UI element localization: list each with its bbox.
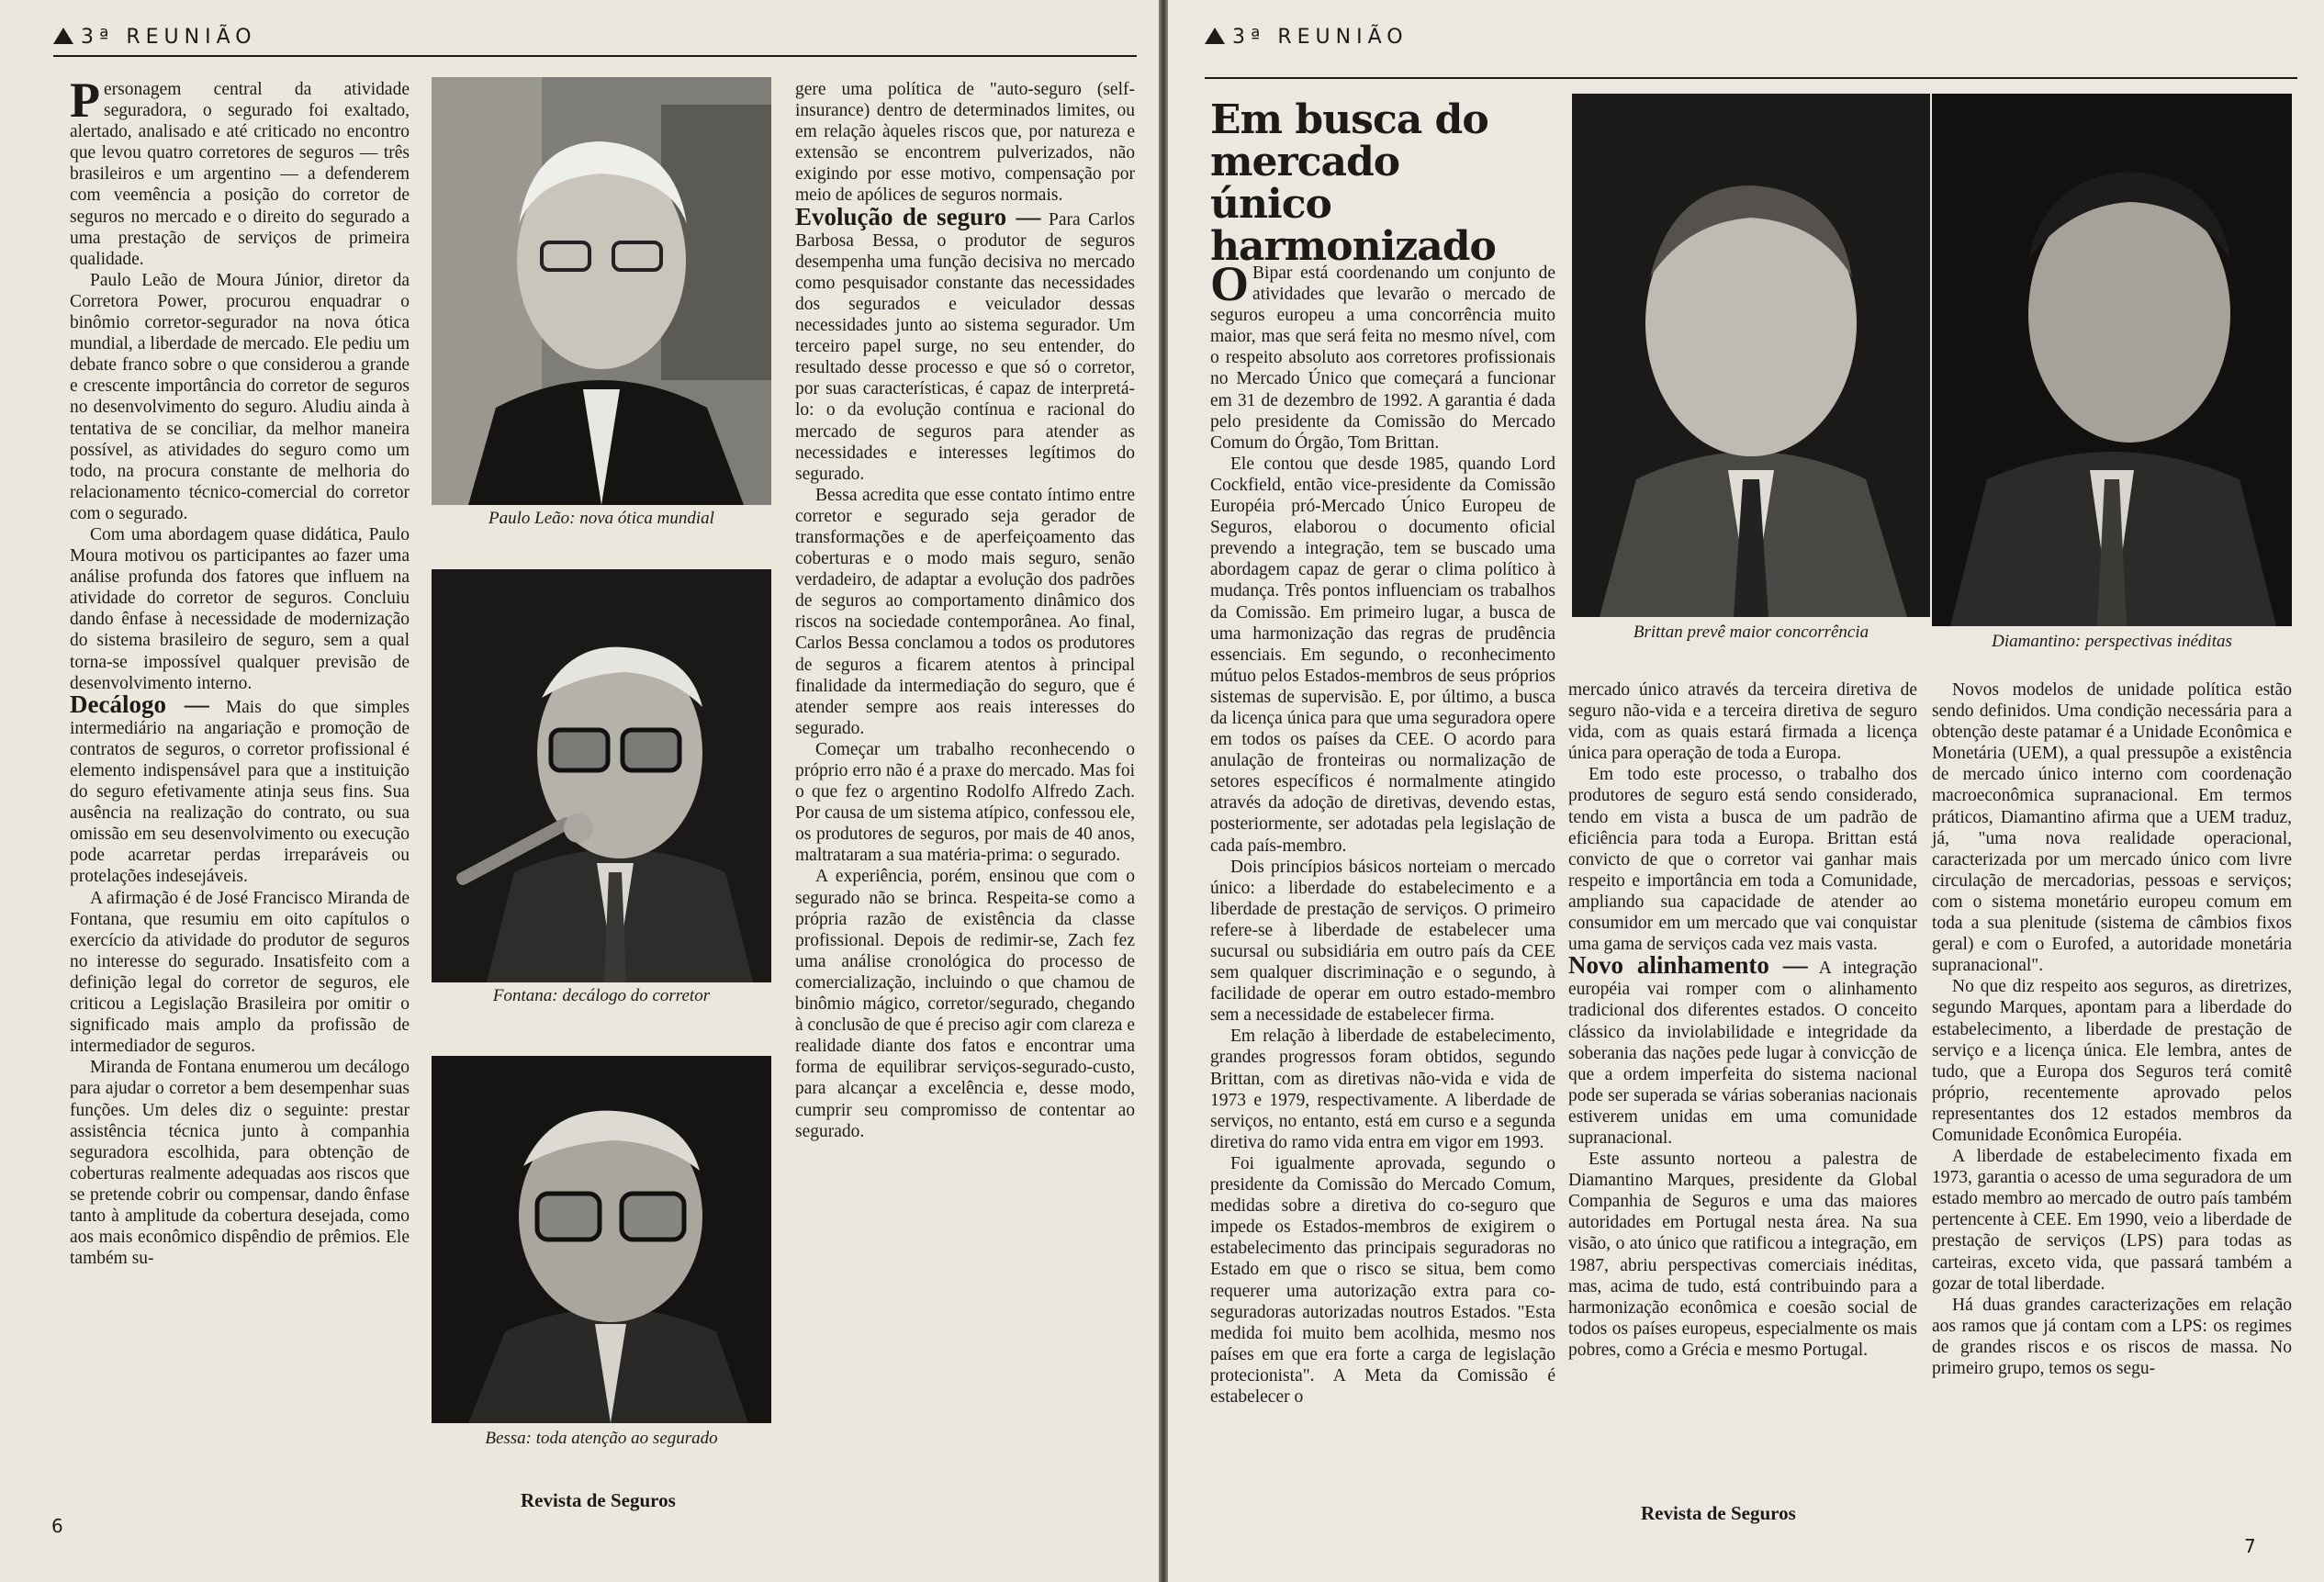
article-paragraph: mercado único através da terceira diretiva de seguro não-vida e a terceira diretiva de seguro vida, com as quais estará firmada a licença única para operação de toda a Europa. — [1568, 680, 1917, 764]
photo-paulo-leao — [432, 77, 771, 505]
article-paragraph: Há duas grandes caracterizações em relação aos ramos que já contam com a LPS: os regimes de grandes riscos e os riscos de massa. No primeiro grupo, temos os segu- — [1932, 1295, 2292, 1378]
article-paragraph: Novo alinhamento — A integração européia vai romper com o alinhamento tradicional dos diferentes estados. O conceito clássico da inviolabilidade e integridade da soberania das nações pede lugar à convicção de que a ordem imperfeita do sistema nacional pode ser superada se várias soberanias nacionais estiverem unidas em uma comunidade supranacional. — [1568, 951, 1917, 1148]
article-paragraph: Este assunto norteou a palestra de Diamantino Marques, presidente da Global Companhia de Seguros e uma das maiores autoridades em Portugal nesta área. Na sua visão, o ato único que ratificou a integração, em 1987, abriu perspectivas comerciais inéditas, mas, acima de tudo, está contribuindo para a harmonização econômica e coesão social de todos os países europeus, especialmente os mais pobres, como a Grécia e mesmo Portugal. — [1568, 1150, 1917, 1360]
article-paragraph: O Bipar está coordenando um conjunto de atividades que levarão o mercado de seguros europeu a uma concorrência muito maior, mas que será feita no mesmo nível, com o respeito absoluto aos corretores profissionais no Mercado Único que começará a funcionar em 31 de dezembro de 1992. A garantia é dada pelo presidente da Comissão do Mercado Comum do Órgão, Tom Brittan. — [1210, 256, 1555, 453]
article-paragraph: Ele contou que desde 1985, quando Lord Cockfield, então vice-presidente da Comissão Européia pró-Mercado Único Europeu de Seguros, elaborou o documento oficial prevendo a integração, tem se buscado uma abordagem capaz de gerar o clima político à mudança. Três pontos influenciam os trabalhos da Comissão. Em primeiro lugar, a busca de uma harmonização das regras de prudência essenciais. Em segundo, o reconhecimento mútuo pelos Estados-membros de seus próprios sistemas de supervisão. E, por último, a busca da licença única para que uma seguradora opere em todos os países da CEE. O acordo para anulação de fronteiras ou normalização de setores específicos é normalmente atingido através da adoção de diretivas, devendo estas, posteriormente, ser adotadas pela legislação de cada país-membro. — [1210, 454, 1555, 856]
article-paragraph: Miranda de Fontana enumerou um decálogo para ajudar o corretor a bem desempenhar suas funções. Um deles diz o seguinte: prestar assistência técnica junto à companhia seguradora escolhida, para obtenção de coberturas realmente adequadas aos riscos que se pretende cobrir ou compensar, dando ênfase tanto à amplitude da cobertura desejada, como aos mais econômico dispêndio de prêmios. Ele também su- — [70, 1058, 410, 1269]
subheading-decalogo: Decálogo — — [70, 690, 209, 718]
triangle-icon — [53, 28, 73, 44]
page-number: 7 — [2244, 1535, 2256, 1557]
left-column-1 — [70, 73, 410, 1269]
photo-fontana — [432, 569, 771, 982]
right-column-1 — [1210, 256, 1555, 1408]
article-paragraph: Em relação à liberdade de estabelecimento, grandes progressos foram obtidos, segundo Brittan, com as diretivas não-vida e vida de 1973 e 1979, respectivamente. A liberdade de serviços, no entanto, está em curso e a segunda diretiva do ramo vida entra em vigor em 1993. — [1210, 1027, 1555, 1152]
right-column-2 — [1568, 679, 1917, 1361]
article-paragraph: Paulo Leão de Moura Júnior, diretor da Corretora Power, procurou enquadrar o binômio corretor-segurador na nova ótica mundial, a liberdade de mercado. Ele pediu um debate franco sobre o que considerou a grande e crescente importância do corretor de seguros no desenvolvimento do seguro. Aludiu ainda à tentativa de se conciliar, da melhor maneira possível, as atividades do seguro como um todo, na procura constante de melhoria do relacionamento técnico-comercial do corretor com o segurado. — [70, 270, 410, 523]
page-number: 6 — [51, 1515, 63, 1537]
photo-brittan — [1572, 94, 1930, 617]
triangle-icon — [1205, 28, 1225, 44]
magazine-footer: Revista de Seguros — [1641, 1502, 1796, 1524]
subheading-novo-alinhamento: Novo alinhamento — — [1568, 951, 1808, 980]
article-paragraph: Evolução de seguro — Para Carlos Barbosa Bessa, o produtor de seguros desempenha uma função decisiva no mercado como pesquisador constante das necessidades dos segurados e veiculador dessas necessidades junto ao sistema segurador. Um terceiro papel surge, no seu entender, do resultado desse processo e que só o corretor, por suas características, é capaz de interpretá-lo: o da evolução contínua e racional do mercado de seguros para atender as necessidades e interesses legítimos do segurado. — [795, 202, 1136, 484]
article-paragraph: gere uma política de "auto-seguro (self-insurance) dentro de determinados limites, ou em relação àqueles riscos que, por natureza e extensão se encontrem pulverizados, não exigindo por esse motivo, compensação por meio de apólices de seguros normais. — [795, 80, 1135, 206]
magazine-footer: Revista de Seguros — [521, 1489, 676, 1511]
header-rule — [1205, 77, 2297, 79]
article-paragraph: A afirmação é de José Francisco Miranda de Fontana, que resumiu em oito capítulos o exercício da atividade do produtor de seguros no interesse do segurado. Insatisfeito com a definição legal do corretor de seguros, ele criticou a Legislação Brasileira por omitir o significado mais amplo da profissão de intermediador de seguros. — [70, 888, 410, 1057]
right-column-3 — [1932, 679, 2292, 1379]
photo-caption: Fontana: decálogo do corretor — [492, 986, 711, 1005]
article-paragraph: Dois princípios básicos norteiam o mercado único: a liberdade do estabelecimento e a liberdade de prestação de serviços. O primeiro refere-se à liberdade de estabelecer uma sucursal ou subsidiária em outro país da CEE sem qualquer discriminação e o segundo, à facilidade de operar em outro estado-membro sem a necessidade de estabelecer firma. — [1210, 857, 1555, 1026]
article-paragraph: Com uma abordagem quase didática, Paulo Moura motivou os participantes ao fazer uma análise profunda dos fatores que influem na atividade do corretor de seguros. Concluiu dando ênfase à necessidade de modernização do sistema brasileiro de seguro, sem a qual torna-se impossível qualquer previsão de desenvolvimento interno. — [70, 524, 410, 693]
left-page-header: 3ª REUNIÃO — [53, 26, 257, 53]
photo-caption: Diamantino: perspectivas inéditas — [1992, 632, 2232, 651]
article-paragraph: Personagem central da atividade seguradora, o segurado foi exaltado, alertado, analisado e até criticado no encontro que levou quatro corretores de seguros — três brasileiros e um argentino — a defenderem com veemência a posição do corretor de seguros no mercado e o direito do segurado a uma prestação de serviços de primeira qualidade. — [70, 73, 410, 269]
article-paragraph: Em todo este processo, o trabalho dos produtores de seguro está sendo considerado, tendo em vista a busca de um padrão de eficiência para toda a Europa. Brittan está convicto de que o corretor vai ganhar mais respeito e importância em toda a Comunidade, ampliando sua capacidade de atender ao consumidor em um mercado que vai conquistar uma gama de serviços cada vez mais vasta. — [1568, 765, 1917, 955]
right-page-header: 3ª REUNIÃO — [1205, 26, 1409, 53]
photo-caption: Bessa: toda atenção ao segurado — [485, 1429, 718, 1448]
article-paragraph: No que diz respeito aos seguros, as diretrizes, segundo Marques, apontam para a liberdade do estabelecimento, a liberdade de prestação de serviço e a licença única. Ele lembra, antes de tudo, que a Europa dos Seguros terá comitê próprio, recentemente aprovado pelos representantes dos 12 estados membros da Comunidade Econômica Européia. — [1932, 977, 2292, 1145]
article-paragraph: Novos modelos de unidade política estão sendo definidos. Uma condição necessária para a obtenção deste patamar é a Unidade Econômica e Monetária (UEM), a qual pressupõe a existência de mercado único interno com coordenação macroeconômica supranacional. Em termos práticos, Diamantino afirma que a UEM traduz, já, "uma nova realidade operacional, caracterizada por um mercado único com livre circulação de mercadorias, pessoas e serviços; com o sistema monetário europeu comum em toda a sua plenitude (sistema de câmbios fixos geral) e com o Eurofed, a autoridade monetária supranacional". — [1932, 680, 2292, 976]
drop-cap: P — [70, 73, 100, 128]
subheading-evolucao: Evolução de seguro — — [795, 202, 1041, 230]
article-paragraph: Começar um trabalho reconhecendo o próprio erro não é a praxe do mercado. Mas foi o que fez o argentino Rodolfo Alfredo Zach. Por causa de um sistema atípico, confessou ele, os produtores de seguros, por mais de 40 anos, maltrataram a sua matéria-prima: o segurado. — [795, 739, 1135, 866]
article-headline: Em busca do mercado único harmonizado — [1210, 96, 1496, 270]
article-paragraph: Decálogo — Mais do que simples intermediário na angariação e promoção de contratos de seguros, o corretor profissional é elemento indispensável para que a instituição do seguro efetivamente atinja seus fins. Sua ausência na realização do contrato, ou sua omissão em seu desenvolvimento ou execução pode acarretar perdas irreparáveis ou protelações indesejáveis. — [70, 690, 410, 887]
photo-diamantino — [1932, 94, 2292, 626]
article-paragraph: A liberdade de estabelecimento fixada em 1973, garantia o acesso de uma seguradora de um estado membro ao mercado de outro país também pertencente à CEE. Em 1990, veio a liberdade de prestação de serviços (LPS) para todas as carteiras, exceto vida, que passará também a gozar de total liberdade. — [1932, 1147, 2292, 1294]
spine-gutter — [1159, 0, 1168, 1582]
right-page — [1168, 0, 2324, 1582]
left-column-3 — [795, 79, 1135, 1142]
header-rule — [53, 55, 1137, 57]
left-page — [0, 0, 1159, 1582]
article-paragraph: A experiência, porém, ensinou que com o segurado não se brinca. Respeita-se como a própria razão de existência da classe profissional. Depois de redimir-se, Zach fez uma análise cronológica do processo de comercialização, incluindo o que chamou de binômio mágico, corretor/segurado, chegando à conclusão de que é preciso agir com clareza e realidade diante dos fatos e encontrar uma forma de equilibrar serviços-segurado-custo, para alcançar a excelência e, desse modo, cumprir seu compromisso de contentar ao segurado. — [795, 867, 1135, 1141]
article-paragraph: Foi igualmente aprovada, segundo o presidente da Comissão do Mercado Comum, medidas sobre a diretiva do co-seguro que impede os Estados-membros de exigirem o estabelecimento das principais seguradoras no Estado em que o risco se situa, bem como requerer uma autorização extra para co-seguradoras autorizadas noutros Estados. "Esta medida foi muito bem acolhida, mesmo nos países em que era forte a carga de legislação protecionista". A Meta da Comissão é estabelecer o — [1210, 1153, 1555, 1407]
photo-caption: Paulo Leão: nova ótica mundial — [488, 509, 714, 528]
photo-caption: Brittan prevê maior concorrência — [1633, 623, 1869, 642]
article-paragraph: Bessa acredita que esse contato íntimo entre corretor e segurado seja gerador de transformações e de aperfeiçoamento das coberturas e o modo mais seguro, senão verdadeiro, de adaptar a evolução dos padrões de seguros ao comportamento dinâmico dos riscos na sociedade contemporânea. Ao final, Carlos Bessa conclamou a todos os produtores de seguros a ficarem atentos à principal finalidade da intermediação do seguro, que é atender sempre aos reais interesses do segurado. — [795, 485, 1135, 738]
drop-cap: O — [1210, 256, 1250, 311]
photo-bessa — [432, 1056, 771, 1423]
